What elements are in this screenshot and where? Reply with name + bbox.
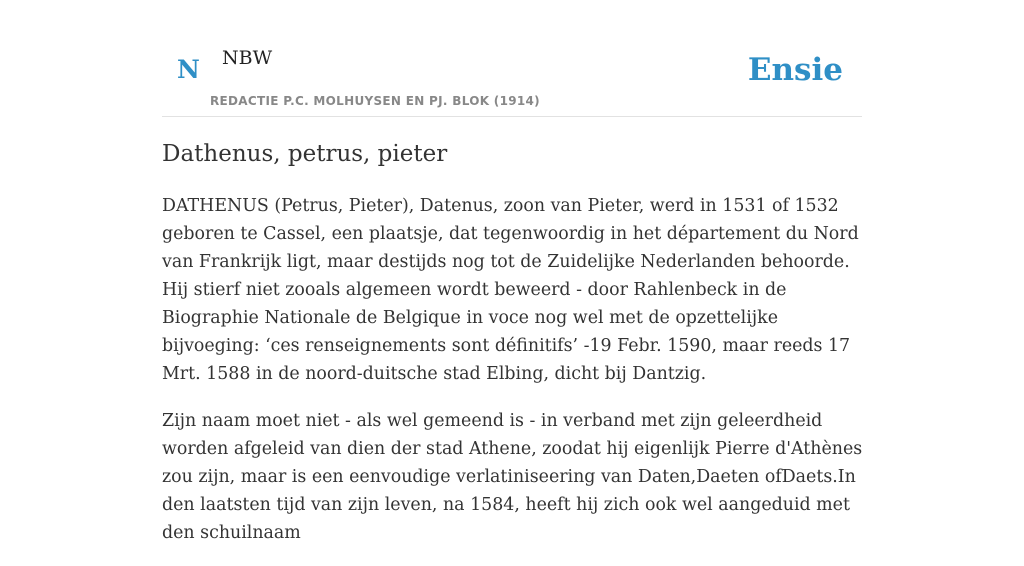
source-logo-letter[interactable]: N [177, 55, 200, 84]
source-header [162, 0, 862, 117]
article-paragraph: Zijn naam moet niet - als wel gemeend is - in verband met zijn geleerdheid worden afgeleid van dien der stad Athene, zoodat hij eigenlijk Pierre d'Athènes zou zijn, maar is een eenvoudige verlatiniseering van Daten,Daeten ofDaets.In den laatsten tijd van zijn leven, na 1584, heeft hij zich ook wel aangeduid met den schuilnaam [162, 411, 863, 543]
article-body [162, 192, 868, 566]
article-paragraph: DATHENUS (Petrus, Pieter), Datenus, zoon van Pieter, werd in 1531 of 1532 geboren te Cassel, een plaatsje, dat tegenwoordig in het département du Nord van Frankrijk ligt, maar destijds nog tot de Zuidelijke Nederlanden behoorde. Hij stierf niet zooals algemeen wordt beweerd - door Rahlenbeck in de Biographie Nationale de Belgique in voce nog wel met de opzettelijke bijvoeging: ‘ces renseignements sont définitifs’ -19 Febr. 1590, maar reeds 17 Mrt. 1588 in de noord-duitsche stad Elbing, dicht bij Dantzig. [162, 196, 859, 384]
source-title-link[interactable]: NBW [222, 47, 273, 69]
source-subtitle: REDACTIE P.C. MOLHUYSEN EN PJ. BLOK (1914) [210, 94, 540, 108]
article-title: Dathenus, petrus, pieter [162, 141, 448, 167]
ensie-brand-link[interactable]: Ensie [747, 52, 843, 88]
